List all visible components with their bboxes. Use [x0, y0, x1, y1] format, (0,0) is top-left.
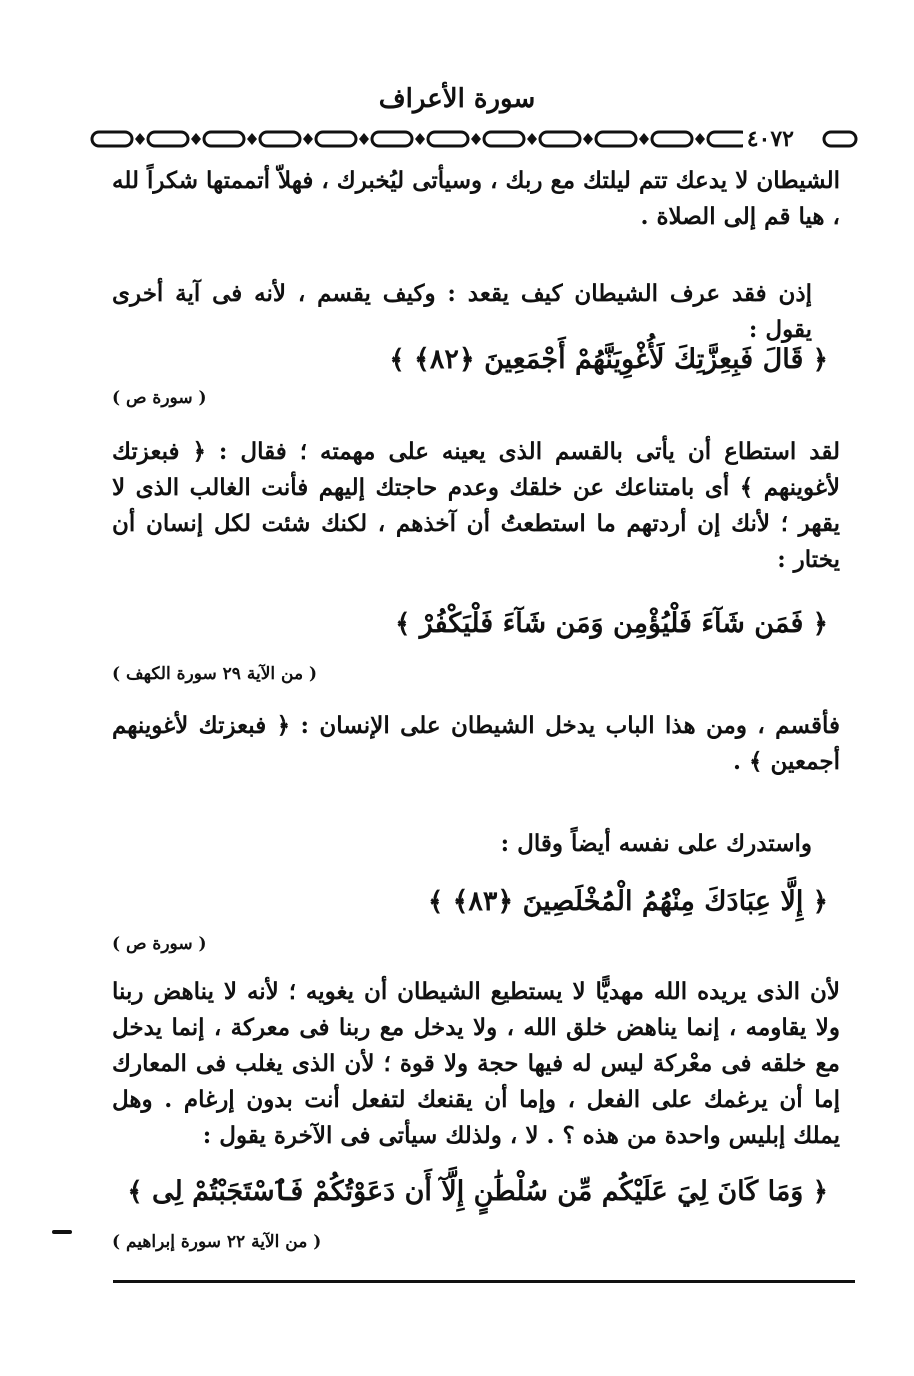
- verse-close-bracket: ﴾: [395, 609, 411, 639]
- verse-open-bracket: ﴿: [812, 887, 828, 917]
- surah-title: سورة الأعراف: [378, 84, 536, 114]
- quran-verse-3: [428, 886, 828, 917]
- verse-close-bracket: ﴾: [127, 1177, 143, 1207]
- page-number: ٤٠٧٢: [743, 124, 798, 154]
- paragraph-4: فأقسم ، ومن هذا الباب يدخل الشيطان على الإنسان : ﴿ فبعزتك لأغوينهم أجمعين ﴾ .: [112, 712, 840, 775]
- paragraph-5: واستدرك على نفسه أيضاً وقال :: [500, 830, 812, 857]
- verse-text: وَمَا كَانَ لِيَ عَلَيْكُم مِّن سُلْطَٰنٍ إِلَّآ أَن دَعَوْتُكُمْ فَٱسْتَجَبْتُمْ لِى: [152, 1176, 804, 1207]
- verse-open-bracket: ﴿: [812, 345, 828, 375]
- quran-verse-2: [395, 608, 828, 639]
- verse-reference-4: ( من الآية ٢٢ سورة إبراهيم ): [112, 1232, 322, 1252]
- verse-close-bracket: ﴾: [389, 345, 405, 375]
- paragraph-1: الشيطان لا يدعك تتم ليلتك مع ربك ، وسيأتى ليُخبرك ، فهلاّ أتممتها شكراً لله ، هيا قم إلى الصلاة .: [112, 167, 840, 230]
- verse-open-bracket: ﴿: [812, 609, 828, 639]
- margin-mark: [52, 1230, 72, 1234]
- verse-text: قَالَ فَبِعِزَّتِكَ لَأُغْوِيَنَّهُمْ أَجْمَعِينَ ﴿٨٢﴾: [414, 344, 804, 375]
- verse-text: فَمَن شَآءَ فَلْيُؤْمِن وَمَن شَآءَ فَلْيَكْفُرْ: [419, 608, 804, 639]
- paragraph-3: لقد استطاع أن يأتى بالقسم الذى يعينه على مهمته ؛ فقال : ﴿ فبعزتك لأغوينهم ﴾ أى بامتناعك عن خلقك وعدم حاجتك إليهم فأنت الغالب الذى لا يقهر ؛ لأنك إن أردتهم ما استطعتُ أن آخذهم ، لكنك شئت لكل إنسان أن يختار :: [112, 438, 840, 573]
- verse-reference-3: ( سورة ص ): [112, 934, 207, 954]
- verse-open-bracket: ﴿: [812, 1177, 828, 1207]
- quran-verse-4: [127, 1176, 828, 1207]
- footer-rule: [113, 1280, 855, 1283]
- verse-text: إِلَّا عِبَادَكَ مِنْهُمُ الْمُخْلَصِينَ ﴿٨٣﴾: [452, 886, 804, 917]
- quran-verse-1: [389, 344, 828, 375]
- paragraph-6: لأن الذى يريده الله مهديًّا لا يستطيع الشيطان أن يغويه ؛ لأنه لا يناهض ربنا ولا يقاومه ، إنما يناهض خلق الله ، ولا يدخل مع ربنا فى معركة ، إنما يدخل مع خلقه فى معْركة ليس له فيها حجة ولا قوة ؛ لأن الذى يغلب فى المعارك إما أن يرغمك على الفعل ، وإما أن يقنعك لتفعل أنت بدون إرغام . وهل يملك إبليس واحدة من هذه ؟ . لا ، ولذلك سيأتى فى الآخرة يقول :: [112, 978, 840, 1149]
- verse-reference-2: ( من الآية ٢٩ سورة الكهف ): [112, 664, 318, 684]
- decorative-border: [88, 124, 860, 154]
- verse-reference-1: ( سورة ص ): [112, 388, 207, 408]
- paragraph-2: إذن فقد عرف الشيطان كيف يقعد : وكيف يقسم ، لأنه فى آية أخرى يقول :: [112, 280, 812, 343]
- verse-close-bracket: ﴾: [427, 887, 444, 917]
